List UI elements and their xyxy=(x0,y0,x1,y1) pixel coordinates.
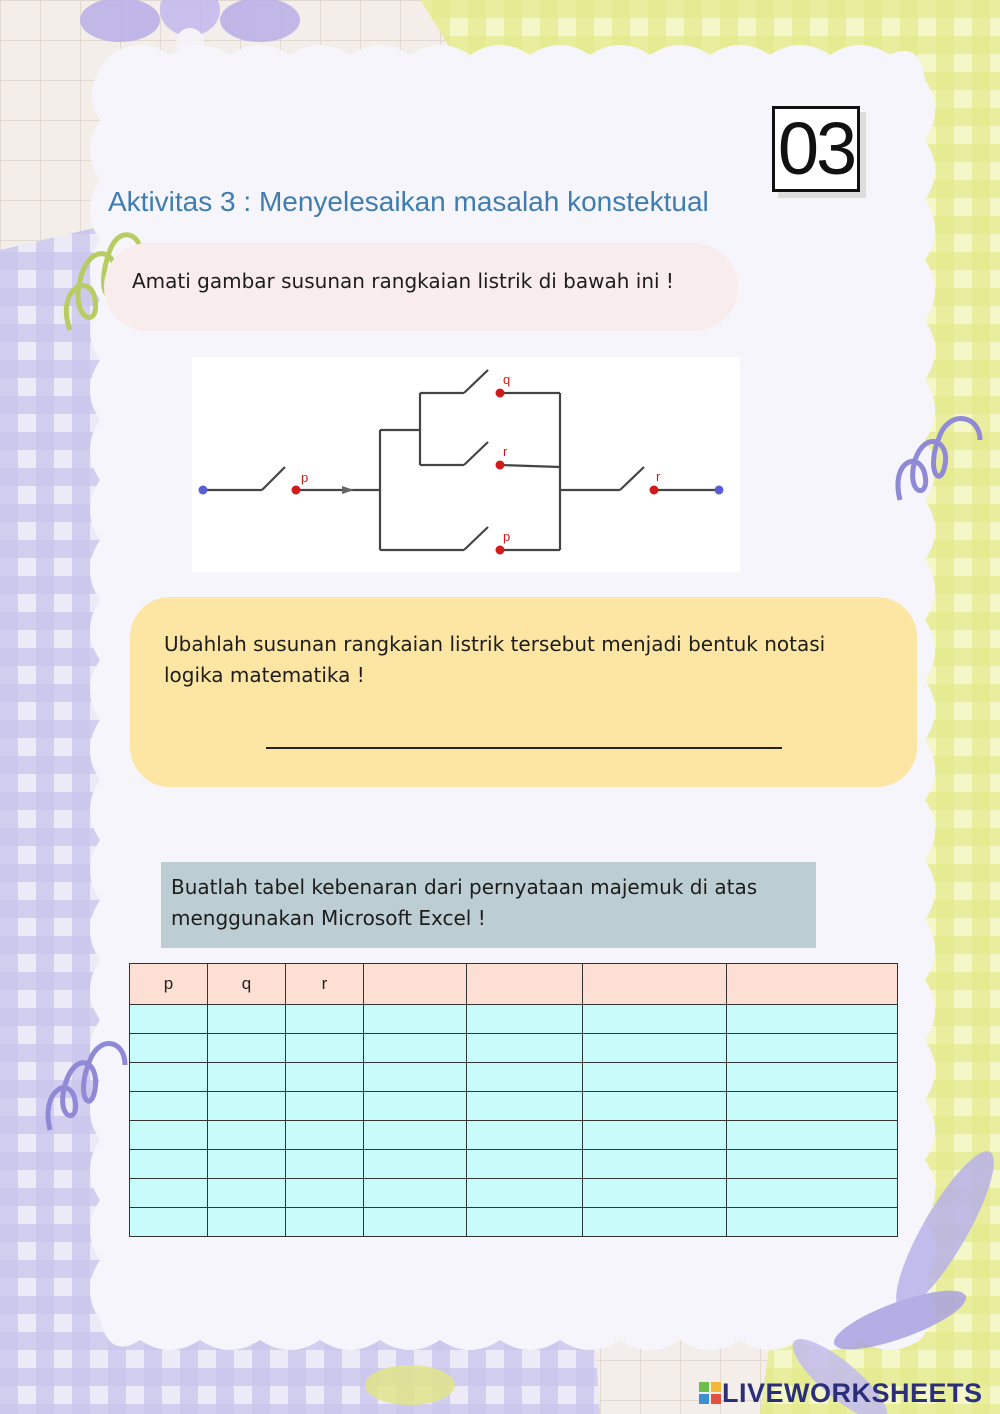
table-cell[interactable] xyxy=(583,1063,727,1092)
table-cell[interactable] xyxy=(727,1063,898,1092)
table-cell[interactable] xyxy=(364,1150,467,1179)
table-row xyxy=(130,1005,898,1034)
table-cell[interactable] xyxy=(286,1121,364,1150)
label-q: q xyxy=(503,372,511,387)
table-cell[interactable] xyxy=(286,1005,364,1034)
table-cell[interactable] xyxy=(467,1005,583,1034)
label-p-input: p xyxy=(301,470,309,485)
switch-p-node xyxy=(292,486,301,495)
input-terminal xyxy=(199,486,208,495)
table-cell[interactable] xyxy=(467,1150,583,1179)
switch-p2-node xyxy=(496,546,505,555)
table-cell[interactable] xyxy=(467,1179,583,1208)
table-cell[interactable] xyxy=(727,1208,898,1237)
header-cell-5[interactable] xyxy=(467,964,583,1005)
table-cell[interactable] xyxy=(208,1150,286,1179)
table-cell[interactable] xyxy=(727,1150,898,1179)
table-cell[interactable] xyxy=(208,1034,286,1063)
table-cell[interactable] xyxy=(364,1179,467,1208)
truth-table-body xyxy=(130,1005,898,1237)
table-cell[interactable] xyxy=(130,1063,208,1092)
table-cell[interactable] xyxy=(208,1063,286,1092)
switch-r2-node xyxy=(650,486,659,495)
page-number-badge: 03 xyxy=(772,106,860,192)
switch-q-lever xyxy=(464,370,488,393)
circuit-svg xyxy=(192,357,740,572)
table-row xyxy=(130,1208,898,1237)
label-r-output: r xyxy=(656,469,661,484)
table-cell[interactable] xyxy=(286,1034,364,1063)
table-cell[interactable] xyxy=(364,1208,467,1237)
table-cell[interactable] xyxy=(364,1063,467,1092)
table-cell[interactable] xyxy=(130,1150,208,1179)
watermark xyxy=(698,1378,983,1409)
table-cell[interactable] xyxy=(130,1121,208,1150)
activity-title: Aktivitas 3 : Menyelesaikan masalah konstektual xyxy=(108,186,709,217)
table-cell[interactable] xyxy=(130,1179,208,1208)
truth-table-instruction-text: Buatlah tabel kebenaran dari pernyataan majemuk di atas menggunakan Microsoft Excel ! xyxy=(171,875,758,930)
table-cell[interactable] xyxy=(467,1208,583,1237)
table-cell[interactable] xyxy=(727,1179,898,1208)
header-cell-p: p xyxy=(130,964,208,1005)
table-cell[interactable] xyxy=(208,1005,286,1034)
table-cell[interactable] xyxy=(208,1179,286,1208)
switch-r2-lever xyxy=(620,467,644,490)
notation-task-box xyxy=(130,597,917,787)
switch-q-node xyxy=(496,389,505,398)
table-row xyxy=(130,1179,898,1208)
header-cell-r: r xyxy=(286,964,364,1005)
table-cell[interactable] xyxy=(208,1092,286,1121)
header-cell-6[interactable] xyxy=(583,964,727,1005)
observe-instruction-text: Amati gambar susunan rangkaian listrik di bawah ini ! xyxy=(132,269,674,293)
table-cell[interactable] xyxy=(286,1150,364,1179)
table-cell[interactable] xyxy=(583,1092,727,1121)
table-cell[interactable] xyxy=(286,1179,364,1208)
table-cell[interactable] xyxy=(208,1121,286,1150)
answer-input-line[interactable] xyxy=(266,747,782,749)
truth-table-header-row xyxy=(130,964,898,1005)
switch-r-node xyxy=(496,461,505,470)
label-r-middle: r xyxy=(503,444,508,459)
table-cell[interactable] xyxy=(130,1208,208,1237)
table-cell[interactable] xyxy=(727,1121,898,1150)
label-p-bottom: p xyxy=(503,529,511,544)
table-cell[interactable] xyxy=(727,1092,898,1121)
table-cell[interactable] xyxy=(727,1034,898,1063)
table-cell[interactable] xyxy=(583,1121,727,1150)
table-cell[interactable] xyxy=(727,1005,898,1034)
truth-table xyxy=(129,963,898,1237)
table-cell[interactable] xyxy=(364,1121,467,1150)
table-row xyxy=(130,1121,898,1150)
header-cell-q: q xyxy=(208,964,286,1005)
switch-r-lever xyxy=(464,442,488,465)
output-terminal xyxy=(715,486,724,495)
table-cell[interactable] xyxy=(130,1034,208,1063)
table-cell[interactable] xyxy=(583,1005,727,1034)
header-cell-7[interactable] xyxy=(727,964,898,1005)
table-row xyxy=(130,1092,898,1121)
circuit-diagram xyxy=(192,357,740,572)
table-cell[interactable] xyxy=(130,1005,208,1034)
notation-task-text: Ubahlah susunan rangkaian listrik tersebut menjadi bentuk notasi logika matematika ! xyxy=(164,632,826,687)
table-cell[interactable] xyxy=(286,1092,364,1121)
table-row xyxy=(130,1034,898,1063)
table-cell[interactable] xyxy=(208,1208,286,1237)
table-row xyxy=(130,1150,898,1179)
switch-p-lever xyxy=(262,467,285,490)
table-row xyxy=(130,1063,898,1092)
table-cell[interactable] xyxy=(583,1034,727,1063)
table-cell[interactable] xyxy=(364,1005,467,1034)
table-cell[interactable] xyxy=(467,1121,583,1150)
table-cell[interactable] xyxy=(583,1150,727,1179)
table-cell[interactable] xyxy=(583,1208,727,1237)
current-arrow xyxy=(342,486,354,494)
table-cell[interactable] xyxy=(286,1063,364,1092)
switch-p2-lever xyxy=(464,527,488,550)
table-cell[interactable] xyxy=(364,1092,467,1121)
table-cell[interactable] xyxy=(364,1034,467,1063)
watermark-text: LIVEWORKSHEETS xyxy=(722,1378,983,1408)
table-cell[interactable] xyxy=(467,1063,583,1092)
table-cell[interactable] xyxy=(467,1092,583,1121)
observe-instruction-box xyxy=(104,243,738,331)
table-cell[interactable] xyxy=(286,1208,364,1237)
table-cell[interactable] xyxy=(130,1092,208,1121)
table-cell[interactable] xyxy=(583,1179,727,1208)
truth-table-instruction-box xyxy=(161,862,816,948)
table-cell[interactable] xyxy=(467,1034,583,1063)
header-cell-4[interactable] xyxy=(364,964,467,1005)
